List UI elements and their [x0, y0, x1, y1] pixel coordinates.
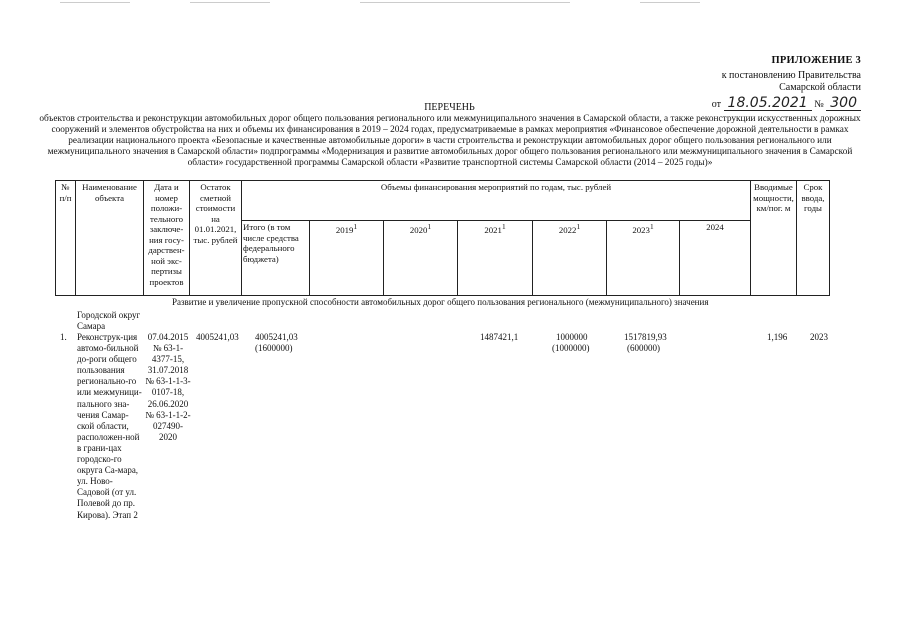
- scan-artifact-line: [360, 2, 570, 3]
- footnote-mark: 1: [353, 222, 358, 231]
- scan-artifact-line: [640, 2, 700, 3]
- row-expertise-date: 07.04.2015 № 63-1-4377-15, 31.07.2018 № 63-1-1-3-0107-18, 26.06.2020 № 63-1-1-2-027490-2020: [145, 332, 191, 442]
- row-2021: 1487421,1: [480, 332, 519, 342]
- footnote-mark: 1: [649, 222, 654, 231]
- handwritten-date: 18.05.2021: [724, 97, 812, 111]
- footnote-mark: 1: [427, 222, 432, 231]
- row-remainder: 4005241,03: [196, 332, 239, 342]
- header-year-2020: 2020$^1$: [384, 221, 458, 296]
- row-2022: 1000000: [556, 332, 588, 342]
- appendix-line2: Самарской области: [779, 82, 861, 93]
- document-title: ПЕРЕЧЕНЬ: [424, 102, 475, 113]
- header-capacity: Вводимые мощности, км/пог. м: [751, 181, 797, 296]
- row-num: 1.: [60, 332, 67, 342]
- row-term: 2023: [810, 332, 828, 342]
- header-year-2022: 2022$^1$: [533, 221, 607, 296]
- header-year-2024: 2024: [680, 221, 751, 296]
- financing-table-header: [55, 180, 830, 296]
- row-2022-federal: (1000000): [552, 343, 590, 353]
- header-term: Срок ввода, годы: [797, 181, 830, 296]
- section-title: Развитие и увеличение пропускной способности автомобильных дорог общего пользования регионального (межмуниципального) значения: [172, 297, 709, 307]
- header-name: Наименование объекта: [76, 181, 144, 296]
- appendix-line1: к постановлению Правительства: [721, 69, 861, 81]
- header-year-2019: 2019$^1$: [310, 221, 384, 296]
- scan-artifact-line: [190, 2, 270, 3]
- row-total-federal: (1600000): [255, 343, 293, 353]
- header-num: № п/п: [56, 181, 76, 296]
- number-prefix: №: [814, 98, 824, 110]
- header-year-2021: 2021$^1$: [458, 221, 533, 296]
- date-prefix: от: [711, 98, 722, 110]
- header-date: Дата и номер положи-тельного заключе-ния госу-дарствен-ной экс-пертизы проектов: [144, 181, 190, 296]
- handwritten-number: 300: [826, 97, 861, 111]
- footnote-mark: 1: [576, 222, 581, 231]
- district-name: Городской округ Самара: [77, 310, 141, 332]
- row-capacity: 1,196: [767, 332, 788, 342]
- header-financing: Объемы финансирования мероприятий по годам, тыс. рублей: [242, 181, 751, 221]
- row-2023: 1517819,93: [624, 332, 667, 342]
- document-subtitle: объектов строительства и реконструкции автомобильных дорог общего пользования регионального или межмуниципального значения в Самарской области, а также реконструкции искусственных дорожных сооружений и элементов обустройства на них и объемы их финансирования в 2019 – 2024 годах, предусматриваемые в рамках мероприятия «Финансовое обеспечение дорожной деятельности в рамках реализации национального проекта «Безопасные и качественные автомобильные дороги» в части строительства и реконструкции автомобильных дорог общего пользования регионального или межмуниципального значения в Самарской области» подпрограммы «Модернизация и развитие автомобильных дорог общего пользования регионального или межмуниципального значения в Самарской области» государственной программы Самарской области «Развитие транспортной системы Самарской области (2014 – 2025 годы)»: [39, 114, 861, 168]
- footnote-mark: 1: [501, 222, 506, 231]
- scan-artifact-line: [60, 2, 130, 3]
- row-total: 4005241,03: [255, 332, 298, 342]
- header-remainder: Остаток сметной стоимости на 01.01.2021, тыс. рублей: [190, 181, 242, 296]
- row-2023-federal: (600000): [627, 343, 660, 353]
- header-year-2023: 2023$^1$: [607, 221, 680, 296]
- appendix-title: ПРИЛОЖЕНИЕ 3: [771, 55, 861, 66]
- header-total: Итого (в том числе средства федерального бюджета): [242, 221, 310, 296]
- row-object-name: Реконструк-ция автомо-бильной до-роги общего пользования регионально-го или межмуници-пального зна-чения Самар-ской области, расположен-ной в грани-цах городско-го округа Са-мара, ул. Ново-Садовой (от ул. Полевой до пр. Кирова). Этап 2: [77, 332, 142, 520]
